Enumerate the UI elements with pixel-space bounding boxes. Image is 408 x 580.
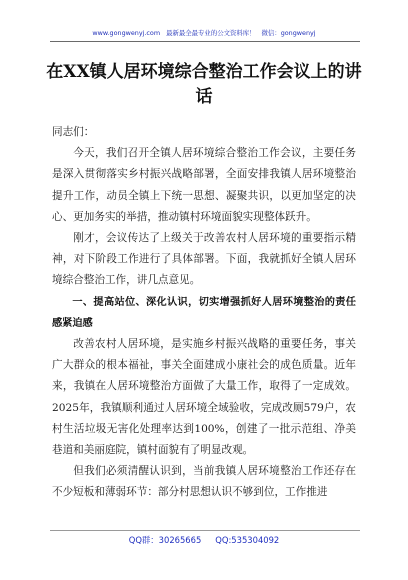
paragraph-outline: 刚才，会议传达了上级关于改善农村人居环境的重要指示精神，对下阶段工作进行了具体部署。下面，我就抓好全镇人居环境综合整治工作，讲几点意见。 [52, 232, 356, 287]
paragraph-intro: 今天，我们召开全镇人居环境综合整治工作会议，主要任务是深入贯彻落实乡村振兴战略部署，全面安排我镇人居环境整治提升工作，动员全镇上下统一思想、凝聚共识，以更加坚定的决心、更加务实的举措，推动镇村环境面貌实现整体跃升。 [52, 147, 356, 223]
footer-qq-contact[interactable]: QQ:535304092 [215, 535, 280, 545]
page-footer [0, 534, 408, 546]
header-divider [50, 41, 360, 42]
paragraph-shortcomings: 但我们必须清醒认识到，当前我镇人居环境整治工作还存在不少短板和薄弱环节：部分村思想认识不够到位，工作推进 [52, 465, 356, 499]
paragraph-achievements: 改善农村人居环境，是实施乡村振兴战略的重要任务，事关广大群众的根本福祉，事关全面建成小康社会的成色质量。近年来，我镇在人居环境整治方面做了大量工作，取得了一定成效。2025年，我镇顺利通过人居环境全域验收，完成改厕579户，农村生活垃圾无害化处理率达到100%，创建了一批示范组、净美巷道和美丽庭院，镇村面貌有了明显改观。 [52, 338, 356, 457]
document-title: 在XX镇人居环境综合整治工作会议上的讲话 [46, 62, 362, 107]
footer-qq-group[interactable]: QQ群：30265665 [128, 535, 202, 545]
section-heading-1: 一、提高站位、深化认识，切实增强抓好人居环境整治的责任感紧迫感 [52, 296, 356, 329]
header-wechat: 微信：gongwenyj [261, 29, 316, 37]
salutation: 同志们： [52, 126, 95, 138]
document-body [52, 122, 356, 504]
header-slogan: 最新最全最专业的公文资料库！ [166, 29, 256, 37]
footer-divider [50, 530, 360, 531]
header-site-link[interactable]: www.gongwenyj.com [92, 29, 161, 37]
page-header [0, 29, 408, 37]
